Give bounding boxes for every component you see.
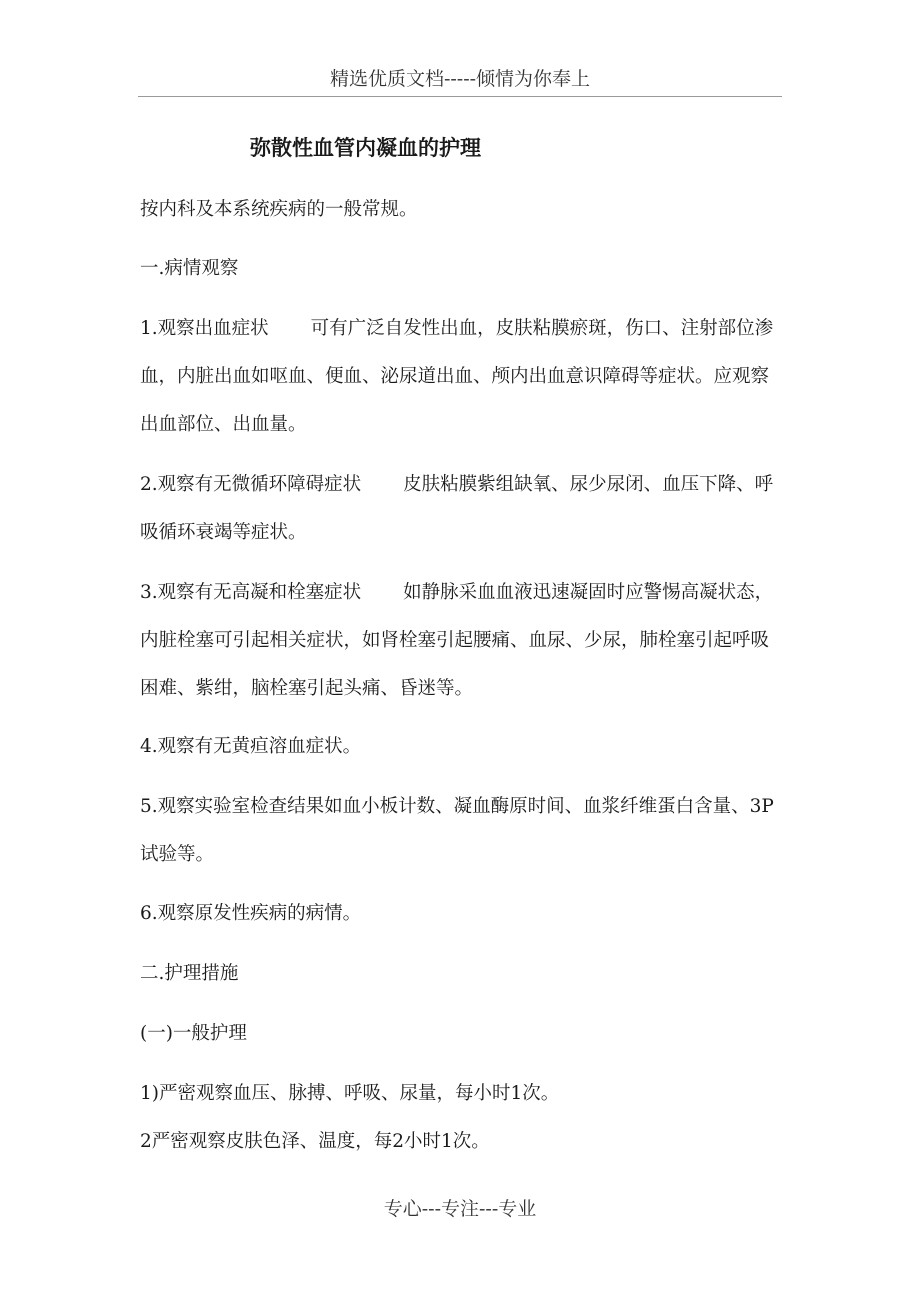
section1-heading: 一.病情观察	[140, 258, 239, 279]
observation-item-4: 4.观察有无黄疸溶血症状。	[140, 736, 362, 757]
section2-heading: 二.护理措施	[140, 963, 239, 984]
observation-item-2	[140, 461, 785, 557]
page-footer: 专心---专注---专业	[383, 1198, 537, 1220]
observation-item-5: 5.观察实验室检查结果如血小板计数、凝血酶原时间、血浆纤维蛋白含量、3P 试验等。	[140, 796, 774, 865]
page-header: 精选优质文档-----倾情为你奉上	[138, 62, 782, 97]
document-title: 弥散性血管内凝血的护理	[250, 135, 481, 160]
care-item-1: 1)严密观察血压、脉搏、呼吸、尿量，每小时1次。	[140, 1083, 560, 1104]
item-3-body: 如静脉采血血液迅速凝固时应警惕高凝状态，内脏栓塞可引起相关症状，如肾栓塞引起腰痛、血尿、少尿，肺栓塞引起呼吸困难、紫绀，脑栓塞引起头痛、昏迷等。	[140, 582, 774, 699]
item-2-body: 皮肤粘膜紫组缺氧、尿少尿闭、血压下降、呼吸循环衰竭等症状。	[140, 474, 774, 543]
observation-item-1	[140, 305, 785, 449]
item-1-heading: 1.观察出血症状	[140, 318, 269, 339]
care-item-2: 2严密观察皮肤色泽、温度，每2小时1次。	[140, 1131, 490, 1152]
intro-paragraph: 按内科及本系统疾病的一般常规。	[140, 199, 418, 220]
section2-subheading: (一)一般护理	[140, 1023, 247, 1044]
item-3-heading: 3.观察有无高凝和栓塞症状	[140, 582, 362, 603]
item-1-body: 可有广泛自发性出血，皮肤粘膜瘀斑，伤口、注射部位渗血，内脏出血如呕血、便血、泌尿道出血、颅内出血意识障碍等症状。应观察出血部位、出血量。	[140, 318, 774, 435]
item-2-heading: 2.观察有无微循环障碍症状	[140, 474, 362, 495]
observation-item-3	[140, 569, 785, 713]
observation-item-6: 6.观察原发性疾病的病情。	[140, 903, 362, 924]
